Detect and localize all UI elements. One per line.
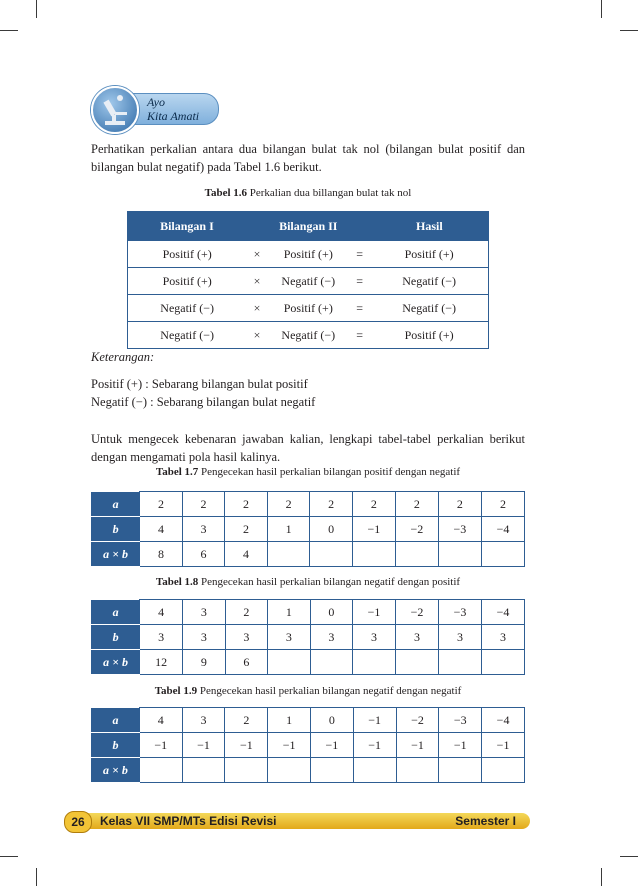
table-cell: Positif (+) [370, 241, 488, 268]
table-cell: 3 [439, 625, 482, 650]
table-cell: 3 [225, 625, 268, 650]
table-row [92, 517, 525, 542]
answer-cell: 6 [225, 650, 268, 675]
answer-cell[interactable] [438, 542, 481, 567]
check-table [91, 707, 525, 783]
answer-cell[interactable] [481, 542, 524, 567]
table-row [128, 295, 489, 322]
table-cell: 3 [353, 625, 396, 650]
table-cell: Negatif (−) [268, 268, 349, 295]
table-cell: 3 [182, 708, 225, 733]
table-cell: −1 [311, 733, 354, 758]
crop-mark [0, 856, 18, 857]
table-row [92, 758, 525, 783]
crop-mark [36, 0, 37, 18]
table-row [92, 600, 525, 625]
table-cell: 0 [310, 600, 353, 625]
table-cell: −1 [268, 733, 311, 758]
table6-header: Hasil [370, 212, 488, 241]
table-cell: × [246, 295, 267, 322]
table-cell: 3 [268, 625, 311, 650]
answer-cell[interactable] [396, 650, 439, 675]
answer-cell[interactable] [310, 650, 353, 675]
table-caption [91, 685, 525, 697]
table-row [92, 708, 525, 733]
crop-mark [620, 856, 638, 857]
footer-book-title: Kelas VII SMP/MTs Edisi Revisi [100, 814, 277, 828]
crop-mark [601, 868, 602, 886]
table-caption-text: Pengecekan hasil perkalian bilangan negatif dengan negatif [199, 685, 462, 697]
answer-cell[interactable] [439, 758, 482, 783]
check-table [91, 491, 525, 567]
table-cell: −1 [352, 517, 395, 542]
table-row [92, 625, 525, 650]
table-row [92, 650, 525, 675]
answer-cell: 8 [140, 542, 183, 567]
table-caption-text: Pengecekan hasil perkalian bilangan negatif dengan positif [201, 576, 461, 588]
row-label: a × b [92, 758, 140, 783]
table-cell: −2 [396, 708, 439, 733]
table-cell: 2 [438, 492, 481, 517]
table-cell: = [349, 241, 370, 268]
table-row [128, 241, 489, 268]
table-cell: 2 [225, 492, 268, 517]
table-cell: −1 [225, 733, 268, 758]
table-cell: 3 [481, 625, 524, 650]
table-cell: 2 [225, 708, 268, 733]
table-caption [91, 576, 525, 588]
table-cell: 3 [183, 625, 226, 650]
table-cell: 1 [268, 708, 311, 733]
table-cell: 2 [140, 492, 183, 517]
badge-line1: Ayo [147, 95, 165, 109]
footer-semester: Semester I [455, 814, 516, 828]
microscope-icon [91, 86, 139, 134]
table-cell: −1 [139, 733, 182, 758]
table-cell: −3 [439, 708, 482, 733]
table-cell: −4 [481, 517, 524, 542]
table6-caption-text: Perkalian dua billangan bulat tak nol [249, 187, 412, 199]
answer-cell[interactable] [225, 758, 268, 783]
row-label: b [92, 517, 140, 542]
table-cell: Positif (+) [128, 241, 247, 268]
table-cell: 1 [267, 517, 310, 542]
answer-cell[interactable] [353, 758, 396, 783]
answer-cell: 6 [182, 542, 225, 567]
table-cell: Negatif (−) [370, 268, 488, 295]
table-cell: Positif (+) [128, 268, 247, 295]
table-cell: 0 [310, 517, 353, 542]
badge-text [147, 95, 199, 123]
table-cell: 4 [140, 517, 183, 542]
answer-cell[interactable] [396, 758, 439, 783]
table-cell: Positif (+) [268, 295, 349, 322]
table-cell: 1 [268, 600, 311, 625]
table-cell: −2 [396, 600, 439, 625]
row-label: a [92, 708, 140, 733]
answer-cell[interactable] [482, 758, 525, 783]
table-cell: −3 [439, 600, 482, 625]
page-footer [64, 811, 530, 831]
answer-cell[interactable] [268, 650, 311, 675]
page-number: 26 [64, 811, 92, 833]
table-cell: 4 [139, 708, 182, 733]
answer-cell[interactable] [481, 650, 524, 675]
answer-cell[interactable] [353, 650, 396, 675]
row-label: b [92, 733, 140, 758]
check-table [91, 599, 525, 675]
table-cell: −3 [438, 517, 481, 542]
crop-mark [601, 0, 602, 18]
table-caption-text: Pengecekan hasil perkalian bilangan positif dengan negatif [201, 466, 461, 478]
table-row [92, 733, 525, 758]
answer-cell[interactable] [182, 758, 225, 783]
keterangan-line1: Positif (+) : Sebarang bilangan bulat positif [91, 377, 308, 391]
table-caption [91, 466, 525, 478]
table-cell: 2 [225, 517, 268, 542]
table-cell: Positif (+) [268, 241, 349, 268]
table-cell: = [349, 322, 370, 349]
table-cell: 3 [310, 625, 353, 650]
table6-header: Bilangan I [128, 212, 247, 241]
table6-caption [91, 187, 525, 199]
answer-cell[interactable] [139, 758, 182, 783]
table6-header-row [128, 212, 489, 241]
table-cell: −1 [396, 733, 439, 758]
table-row [92, 542, 525, 567]
table-cell: 2 [481, 492, 524, 517]
table-cell: = [349, 295, 370, 322]
table-cell: −1 [353, 708, 396, 733]
table-cell: 2 [310, 492, 353, 517]
row-label: a × b [92, 650, 140, 675]
table-cell: Negatif (−) [370, 295, 488, 322]
row-label: a [92, 600, 140, 625]
crop-mark [36, 868, 37, 886]
table-cell: Negatif (−) [128, 322, 247, 349]
table-cell: 2 [225, 600, 268, 625]
table-cell: 3 [396, 625, 439, 650]
table-cell: −1 [482, 733, 525, 758]
table-row [128, 322, 489, 349]
instruction-paragraph: Untuk mengecek kebenaran jawaban kalian, lengkapi tabel-tabel perkalian berikut dengan mengamati pola hasil kalinya. [91, 432, 525, 464]
table-cell: −1 [353, 600, 396, 625]
table-caption-label: Tabel 1.8 [155, 576, 199, 588]
table-caption-label: Tabel 1.7 [155, 466, 199, 478]
answer-cell[interactable] [311, 758, 354, 783]
keterangan-line2: Negatif (−) : Sebarang bilangan bulat negatif [91, 395, 316, 409]
row-label: b [92, 625, 140, 650]
table-cell: 3 [182, 517, 225, 542]
intro-paragraph: Perhatikan perkalian antara dua bilangan bulat tak nol (bilangan bulat positif dan bilangan bulat negatif) pada Tabel 1.6 berikut. [91, 142, 525, 174]
keterangan-title: Keterangan: [91, 350, 155, 364]
row-label: a × b [92, 542, 140, 567]
crop-mark [620, 30, 638, 31]
answer-cell: 9 [183, 650, 226, 675]
row-label: a [92, 492, 140, 517]
table-row [128, 268, 489, 295]
table-cell: 0 [311, 708, 354, 733]
table6-header: Bilangan II [246, 212, 370, 241]
answer-cell[interactable] [352, 542, 395, 567]
answer-cell: 4 [225, 542, 268, 567]
table-cell: Positif (+) [370, 322, 488, 349]
table-cell: × [246, 268, 267, 295]
table-cell: −4 [481, 600, 524, 625]
table-cell: −1 [439, 733, 482, 758]
table-cell: Negatif (−) [268, 322, 349, 349]
table-cell: 2 [352, 492, 395, 517]
answer-cell[interactable] [268, 758, 311, 783]
answer-cell[interactable] [439, 650, 482, 675]
ayo-kita-amati-badge [91, 86, 219, 130]
table-cell: = [349, 268, 370, 295]
table-cell: 2 [267, 492, 310, 517]
table-caption-label: Tabel 1.9 [154, 685, 198, 697]
answer-cell[interactable] [395, 542, 438, 567]
table-row [92, 492, 525, 517]
table-cell: 4 [140, 600, 183, 625]
table6-caption-label: Tabel 1.6 [204, 187, 248, 199]
answer-cell[interactable] [267, 542, 310, 567]
table-cell: 3 [140, 625, 183, 650]
answer-cell: 12 [140, 650, 183, 675]
table-cell: −1 [182, 733, 225, 758]
table-1-6 [127, 211, 489, 349]
table-cell: −1 [353, 733, 396, 758]
table-cell: × [246, 322, 267, 349]
table-cell: × [246, 241, 267, 268]
badge-line2: Kita Amati [147, 109, 200, 123]
answer-cell[interactable] [310, 542, 353, 567]
table-cell: −4 [482, 708, 525, 733]
table-cell: Negatif (−) [128, 295, 247, 322]
table-cell: 2 [182, 492, 225, 517]
crop-mark [0, 30, 18, 31]
table-cell: 2 [395, 492, 438, 517]
table-cell: 3 [183, 600, 226, 625]
table-cell: −2 [395, 517, 438, 542]
